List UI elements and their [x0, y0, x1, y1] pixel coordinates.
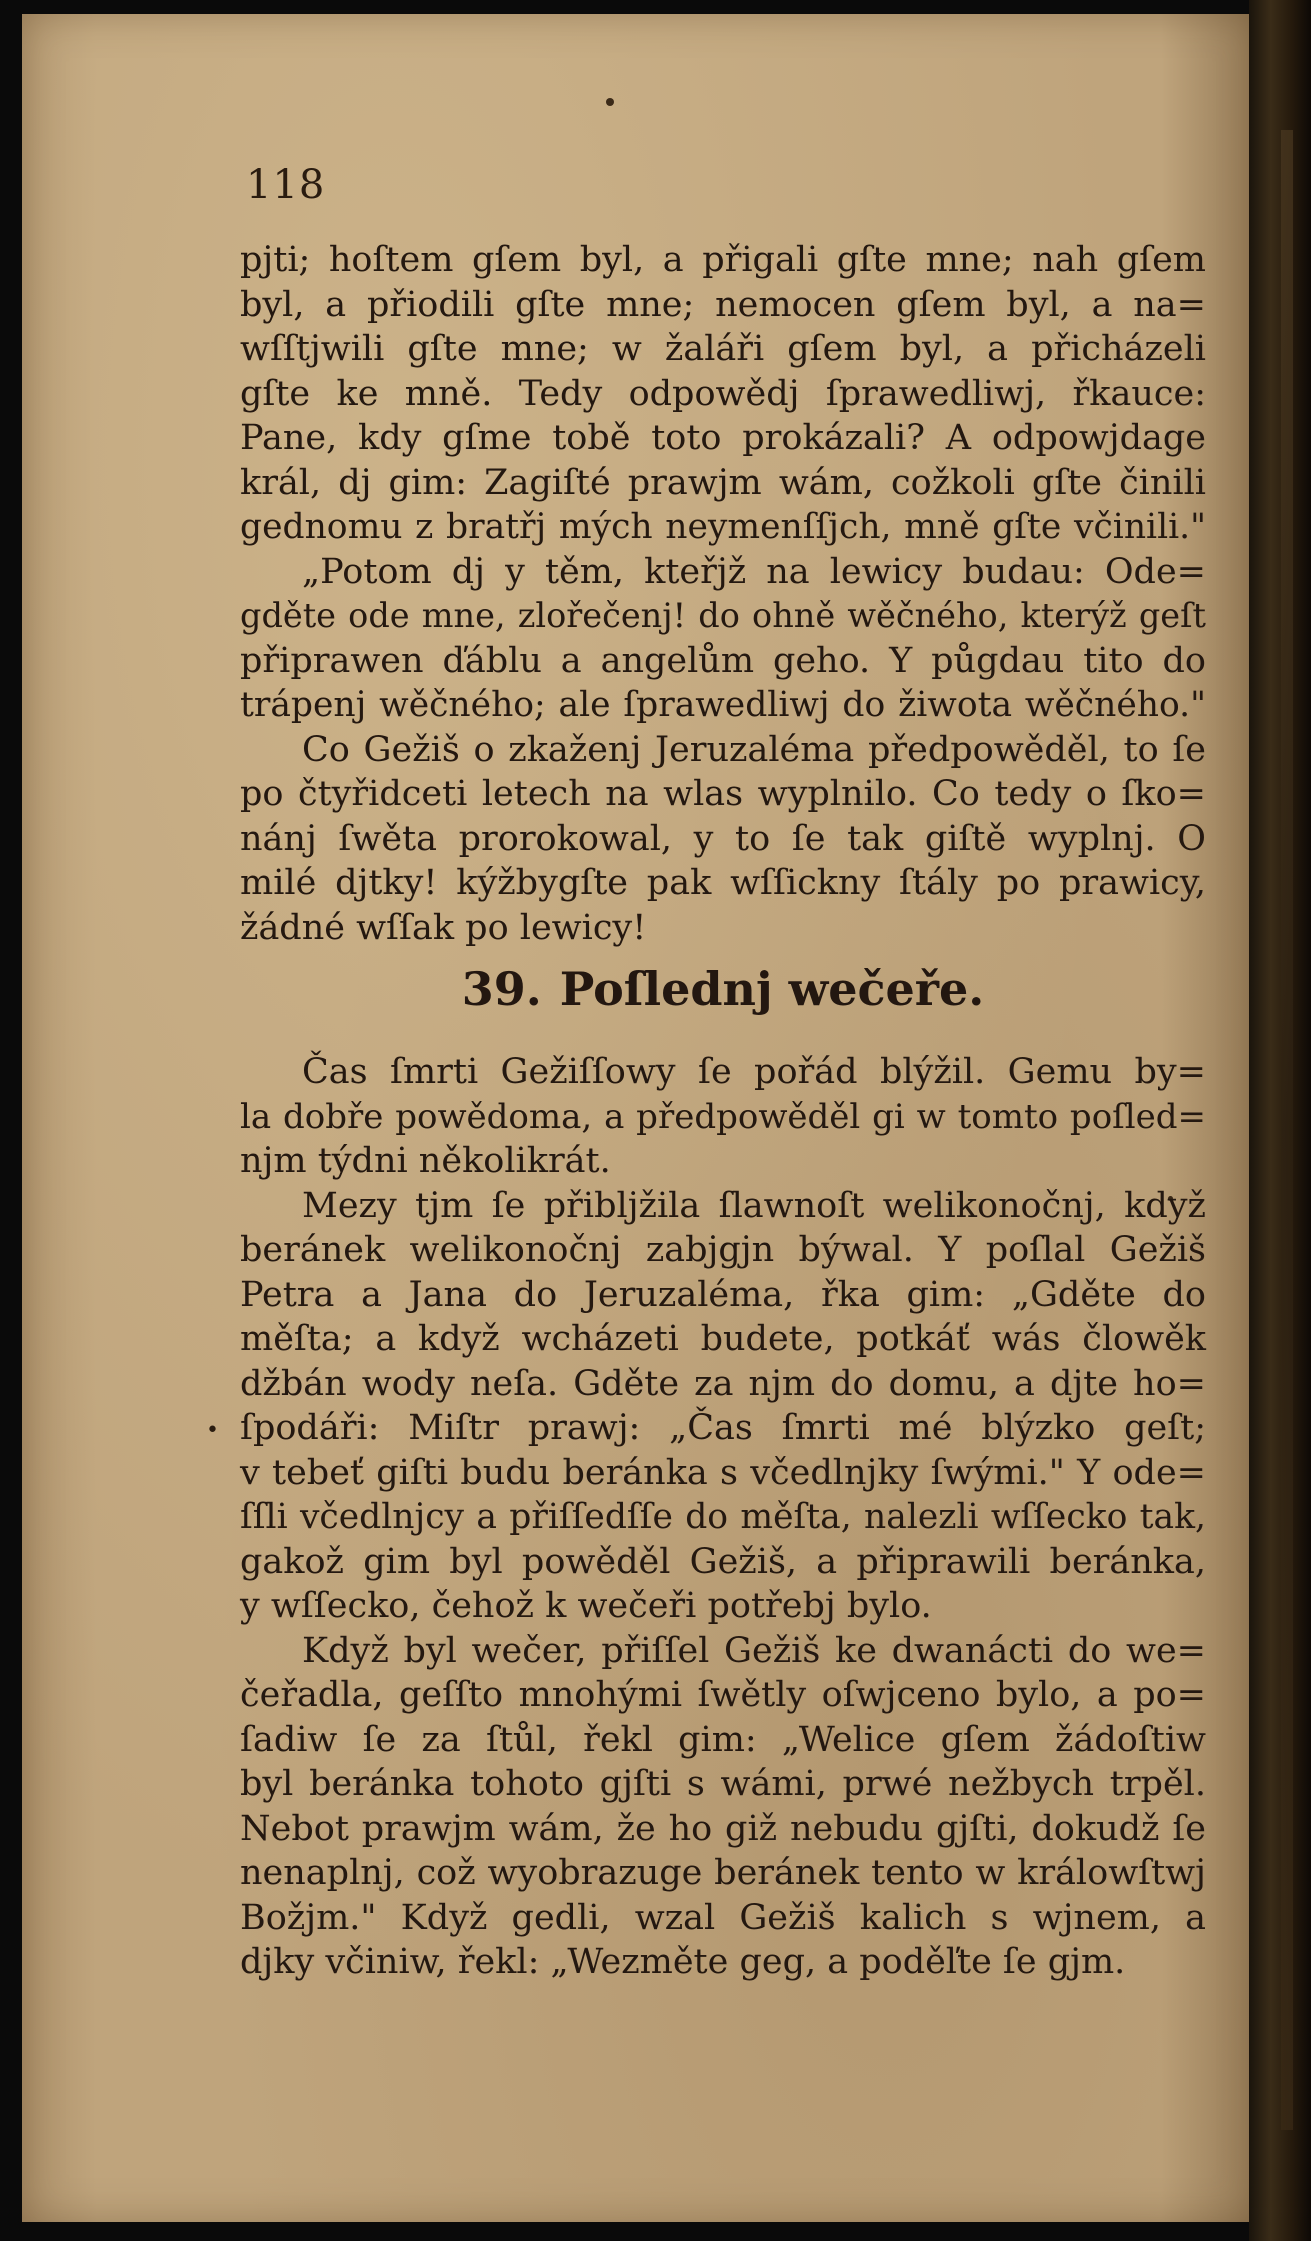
- text-line: džbán wody neſa. Gděte za njm do domu, a djte ho=: [240, 1363, 1206, 1404]
- text-line: ſadiw ſe za ſtůl, řekl gim: „Welice gſem žádoſtiw: [240, 1719, 1206, 1760]
- text-line: žádné wſſak po lewicy!: [240, 907, 647, 948]
- text-line: Božjm." Když gedli, wzal Gežiš kalich s wjnem, a: [240, 1897, 1206, 1938]
- spine-binding-strip: [1281, 130, 1293, 2130]
- text-line: nenaplnj, což wyobrazuge beránek tento w králowſtwj: [240, 1853, 1206, 1893]
- book-spine-edge: [1249, 0, 1311, 2241]
- margin-bullet: •: [206, 1418, 219, 1443]
- text-line: král, dj gim: Zagiſté prawjm wám, cožkoli gſte činili: [240, 462, 1206, 503]
- text-line: y wſſecko, čehož k wečeři potřebj bylo.: [240, 1586, 932, 1626]
- text-line: djky včiniw, řekl: „Wezměte geg, a poděľte ſe gjm.: [240, 1942, 1126, 1982]
- text-line: připrawen ďáblu a angelům geho. Y půgdau tito do: [240, 640, 1206, 681]
- chapter-number: 39.: [461, 962, 542, 1016]
- text-line: „Potom dj y těm, kteřjž na lewicy budau: Ode=: [302, 551, 1206, 592]
- text-line: gednomu z bratřj mých neymenſſjch, mně gſte včinili.": [240, 507, 1206, 547]
- text-line: byl, a přiodili gſte mne; nemocen gſem byl, a na=: [240, 284, 1206, 325]
- chapter-heading: [240, 962, 1206, 1016]
- text-line: měſta; a když wcházeti budete, potkáť wás člowěk: [240, 1319, 1206, 1359]
- text-section-2: [240, 1050, 1206, 1985]
- text-line: trápenj wěčného; ale ſprawedliwj do žiwota wěčného.": [240, 685, 1206, 725]
- text-line: pjti; hoſtem gſem byl, a přigali gſte mne; nah gſem: [240, 240, 1206, 280]
- text-line: Petra a Jana do Jeruzaléma, řka gim: „Gděte do: [240, 1274, 1206, 1315]
- text-line: Nebot prawjm wám, že ho giž nebudu gjſti, dokudž ſe: [240, 1808, 1206, 1849]
- text-line: Mezy tjm ſe přibljžila ſlawnoſt welikonočnj, když: [302, 1185, 1206, 1226]
- text-section-1: [240, 238, 1206, 950]
- text-line: beránek welikonočnj zabjgjn býwal. Y poſlal Gežiš: [240, 1230, 1206, 1270]
- ink-speck: [606, 98, 614, 106]
- text-line: byl beránka tohoto gjſti s wámi, prwé nežbych trpěl.: [240, 1764, 1206, 1804]
- text-line: Čas ſmrti Gežiſſowy ſe pořád blýžil. Gemu by=: [302, 1052, 1206, 1092]
- text-line: milé djtky! kýžbygſte pak wſſickny ſtály po prawicy,: [240, 863, 1206, 903]
- text-line: nánj ſwěta prorokowal, y to ſe tak giſtě wyplnj. O: [240, 818, 1206, 859]
- page-number: 118: [246, 162, 326, 208]
- text-line: Co Gežiš o zkaženj Jeruzaléma předpowěděl, to ſe: [302, 729, 1206, 770]
- text-line: njm týdni několikrát.: [240, 1141, 611, 1181]
- text-line: gſte ke mně. Tedy odpowědj ſprawedliwj, řkauce:: [240, 373, 1206, 414]
- text-line: Pane, kdy gſme tobě toto prokázali? A odpowjdage: [240, 418, 1206, 458]
- text-line: po čtyřidceti letech na wlas wyplnilo. Co tedy o ſko=: [240, 774, 1206, 814]
- text-line: wſſtjwili gſte mne; w žaláři gſem byl, a přicházeli: [240, 329, 1206, 369]
- text-line: čeřadla, geſſto mnohými ſwětly oſwjceno bylo, a po=: [240, 1675, 1206, 1715]
- text-line: v tebeť giſti budu beránka s včedlnjky ſwými." Y ode=: [240, 1452, 1206, 1493]
- chapter-title: Poſlednj wečeře.: [559, 962, 985, 1016]
- text-line: gděte ode mne, zlořečenj! do ohně wěčného, kterýž geſt: [240, 596, 1206, 635]
- text-line: Když byl wečer, přiſſel Gežiš ke dwanácti do we=: [302, 1630, 1206, 1671]
- text-line: la dobře powědoma, a předpowěděl gi w tomto poſled=: [240, 1096, 1206, 1137]
- text-line: ſſli včedlnjcy a přiſſedſſe do měſta, nalezli wſſecko tak,: [240, 1497, 1206, 1537]
- text-line: ſpodáři: Miſtr prawj: „Čas ſmrti mé blýzko geſt;: [240, 1408, 1206, 1448]
- text-line: gakož gim byl powěděl Gežiš, a připrawili beránka,: [240, 1541, 1206, 1582]
